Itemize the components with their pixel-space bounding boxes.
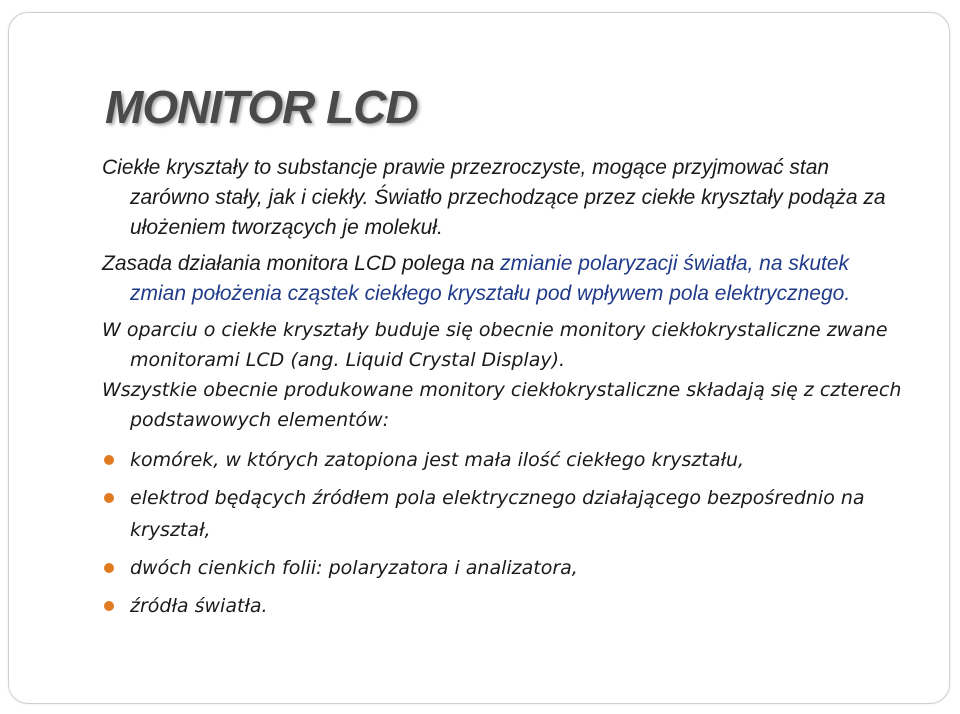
paragraph-liquid-crystals: Ciekłe kryształy to substancje prawie przezroczyste, mogące przyjmować stan zarówno stały, jak i ciekły. Światło przechodzące przez ciekłe kryształy podąża za ułożeniem tworzących je molekuł. [102, 156, 886, 239]
paragraph-lcd-monitors: W oparciu o ciekłe kryształy buduje się obecnie monitory ciekłokrystaliczne zwane monitorami LCD (ang. Liquid Crystal Display). [102, 319, 888, 371]
elements-list [102, 445, 902, 623]
list-item-text: elektrod będących źródłem pola elektrycznego działającego bezpośrednio na kryształ, [130, 487, 865, 541]
bullet-dot-icon [104, 455, 114, 465]
list-item-text: źródła światła. [130, 595, 268, 617]
paragraph-lcd-principle-highlight: zmianie polaryzacji światła, na skutek zmian położenia cząstek ciekłego kryształu pod wpływem pola elektrycznego. [130, 252, 851, 305]
bullet-dot-icon [104, 601, 114, 611]
bullet-dot-icon [104, 493, 114, 503]
slide-title: MONITOR LCD [105, 81, 418, 133]
list-item-text: komórek, w których zatopiona jest mała ilość ciekłego kryształu, [130, 449, 745, 471]
list-item [102, 445, 902, 477]
paragraph-lcd-principle-lead: Zasada działania monitora LCD polega na [102, 252, 501, 275]
slide-body [102, 153, 902, 629]
paragraph-lcd-elements: Wszystkie obecnie produkowane monitory ciekłokrystaliczne składają się z czterech podstawowych elementów: [102, 379, 902, 431]
list-item [102, 591, 902, 623]
bullet-dot-icon [104, 563, 114, 573]
paragraph-lcd-principle [102, 249, 902, 309]
list-item [102, 553, 902, 585]
list-item [102, 483, 902, 547]
list-item-text: dwóch cienkich folii: polaryzatora i analizatora, [130, 557, 578, 579]
